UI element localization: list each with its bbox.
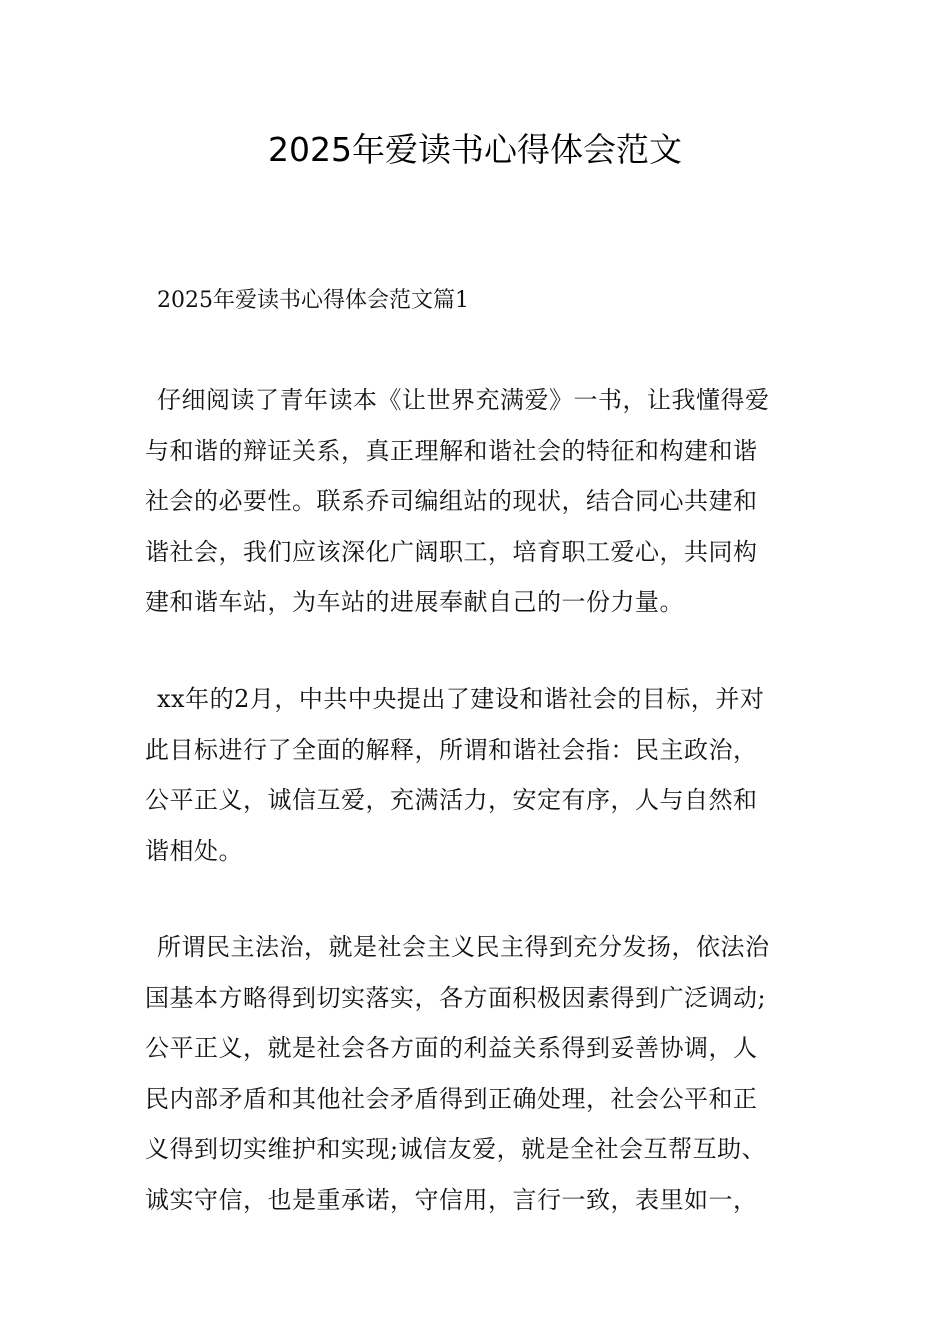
section-heading: 2025年爱读书心得体会范文篇1	[157, 288, 469, 313]
paragraph-line: 建和谐车站，为车站的进展奉献自己的一份力量。	[145, 588, 684, 616]
paragraph-line: 民内部矛盾和其他社会矛盾得到正确处理，社会公平和正	[145, 1084, 758, 1113]
paragraph-line: xx年的2月，中共中央提出了建设和谐社会的目标，并对	[157, 685, 765, 713]
paragraph-line: 诚实守信，也是重承诺，守信用，言行一致，表里如一，	[145, 1185, 758, 1214]
paragraph-line: 谐相处。	[145, 836, 243, 865]
paragraph-line: 谐社会，我们应该深化广阔职工，培育职工爱心，共同构	[145, 537, 758, 566]
document-title: 2025年爱读书心得体会范文	[268, 130, 682, 169]
paragraph-line: 国基本方略得到切实落实，各方面积极因素得到广泛调动;	[145, 983, 767, 1012]
paragraph-line: 与和谐的辩证关系，真正理解和谐社会的特征和构建和谐	[145, 436, 758, 465]
paragraph-2	[145, 674, 809, 876]
paragraph-3	[145, 922, 809, 1225]
paragraph-1	[145, 375, 809, 628]
paragraph-line: 所谓民主法治，就是社会主义民主得到充分发扬，依法治	[157, 933, 770, 961]
paragraph-line: 社会的必要性。联系乔司编组站的现状，结合同心共建和	[145, 487, 758, 515]
paragraph-line: 仔细阅读了青年读本《让世界充满爱》一书，让我懂得爱	[157, 386, 770, 414]
paragraph-line: 公平正义，就是社会各方面的利益关系得到妥善协调，人	[145, 1034, 758, 1062]
paragraph-line: 此目标进行了全面的解释，所谓和谐社会指：民主政治，	[145, 735, 758, 764]
paragraph-line: 义得到切实维护和实现;诚信友爱，就是全社会互帮互助、	[145, 1135, 767, 1163]
paragraph-line: 公平正义，诚信互爱，充满活力，安定有序，人与自然和	[145, 786, 758, 814]
